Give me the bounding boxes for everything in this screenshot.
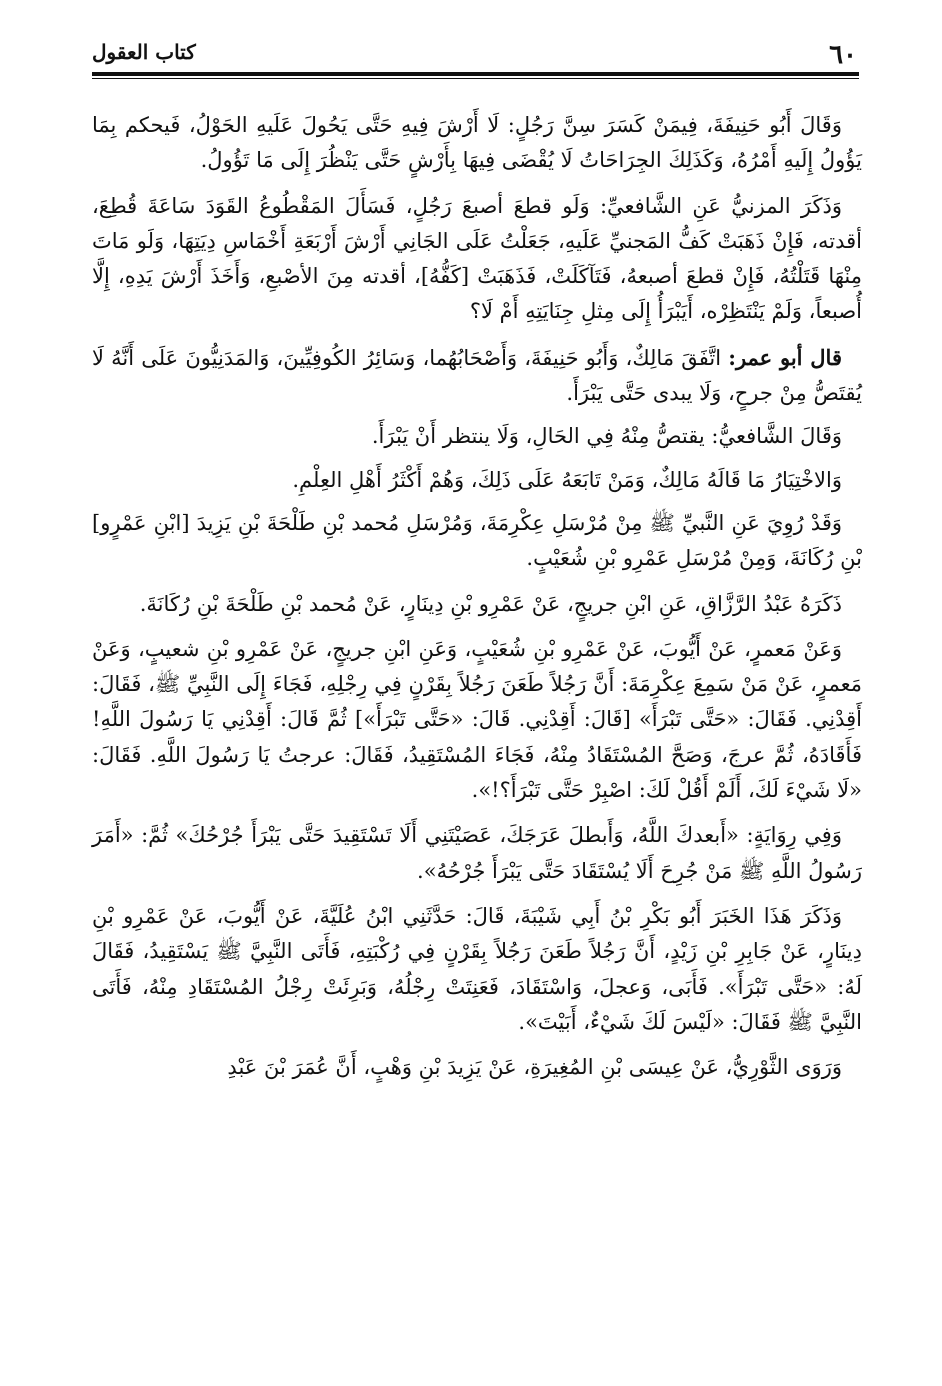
- header-rule: [92, 72, 859, 76]
- paragraph: وَقَدْ رُوِيَ عَنِ النَّبيِّ ﷺ مِنْ مُرْسَلِ عِكْرِمَةَ، وَمُرْسَلِ مُحمد بْنِ طَلْحَةَ بْنِ يَزِيدَ [ابْنِ عَمْرٍو] بْنِ رُكَانَةَ، وَمِنْ مُرْسَلِ عَمْرِو بْنِ شُعَيْبٍ.: [92, 510, 862, 571]
- paragraph: وَعَنْ مَعمرٍ، عَنْ أَيُّوبَ، عَنْ عَمْرِو بْنِ شُعَيْبٍ، وَعَنِ ابْنِ جريجٍ، عَنْ عَمْرِو بْنِ شعيبٍ، وَعَنْ مَعمرٍ، عَنْ مَنْ سَمِعَ عِكْرِمَةَ: أَنَّ رَجُلاً طَعَنَ رَجُلاً بِقَرْنٍ فِي رِجْلِهِ، فَجَاءَ إِلَى النَّبِيِّ ﷺ، فَقَالَ: أَقِدْنِي. فَقَالَ: «حَتَّى تَبْرَأَ» [قَالَ: أَقِدْنِي. قَالَ: «حَتَّى تَبْرَأَ»] ثُمَّ قَالَ: أَقِدْنِي يَا رَسُولَ اللَّهِ! فَأَقَادَهُ، ثُمَّ عرجَ، وَصَحَّ المُسْتَقَادُ مِنْهُ، فَجَاءَ المُسْتَقِيدُ، فَقَالَ: عرجتُ يَا رَسُولَ اللَّهِ. فَقَالَ: «لَا شَيْءَ لَكَ، أَلَمْ أَقُلْ لَكَ: اصْبِرْ حَتَّى تَبْرَأَ؟!».: [92, 636, 862, 803]
- page-header: [92, 38, 857, 70]
- paragraph: وَقَالَ الشَّافعيُّ: يقتصُّ مِنْهُ فِي الحَالِ، وَلَا ينتظر أَنْ يَبْرَأَ.: [371, 424, 842, 449]
- paragraph: وَرَوَى الثَّوْرِيُّ، عَنْ عِيسَى بْنِ المُغِيرَةِ، عَنْ يَزِيدَ بْنِ وَهْبٍ، أَنَّ عُمَرَ بْنَ عَبْدِ: [227, 1055, 842, 1080]
- paragraph: وَالاخْتِيَارُ مَا قَالَهُ مَالِكٌ، وَمَنْ تَابَعَهُ عَلَى ذَلِكَ، وَهُمْ أَكْثَرُ أَهْلِ العِلْمِ.: [292, 467, 842, 492]
- paragraph: [92, 340, 862, 412]
- paragraph: وَفِي رِوَايَةٍ: «أَبعدكَ اللَّهُ، وَأَبطلَ عَرَجَكَ، عَصَيْتَنِي أَلَا تَسْتَقِيدَ حَتَّى يَبْرَأَ جُرْحُكَ» ثُمَّ: «أَمَرَ رَسُولُ اللَّهِ ﷺ مَنْ جُرِحَ أَلَا يُسْتَقَادَ حَتَّى يَبْرَأَ جُرْحُهُ».: [92, 823, 862, 883]
- speaker-label: قال أبو عمر:: [728, 344, 842, 370]
- header-rule-thin: [92, 78, 859, 79]
- book-title: كتاب العقول: [92, 40, 196, 64]
- paragraph: وَقَالَ أَبُو حَنِيفَةَ، فِيمَنْ كَسَرَ سِنَّ رَجُلٍ: لَا أَرْشَ فِيهِ حَتَّى يَحُولَ عَلَيهِ الحَوْلُ، فَيحكم بِمَا يَؤُولُ إِلَيهِ أَمْرُهُ، وَكَذَلِكَ الجِرَاحَاتُ لَا يُقْضَى فِيهَا بِأَرْشٍ حَتَّى يَنْظُرَ إِلَى مَا تَؤُولُ.: [92, 113, 862, 173]
- paragraph-text: اتَّفَقَ مَالِكٌ، وَأَبُو حَنِيفَةَ، وَأَصْحَابُهُما، وَسَائِرُ الكُوفِيِّينَ، وَالمَدَنِيُّونَ عَلَى أَنَّهُ لَا يُقتَصُّ مِنْ جرحٍ، وَلَا يبدى حَتَّى يَبْرَأَ.: [92, 345, 862, 406]
- paragraph: ذَكَرَهُ عَبْدُ الرَّزَّاقِ، عَنِ ابْنِ جريجٍ، عَنْ عَمْرِو بْنِ دِينَارٍ، عَنْ مُحمد بْنِ طَلْحَةَ بْنِ رُكَانَةَ.: [139, 591, 842, 616]
- page-number: ٦٠: [829, 40, 857, 70]
- body-text: [92, 108, 862, 1095]
- paragraph: وَذَكَرَ هَذَا الخَبَرَ أَبُو بَكْرِ بْنُ أَبِي شَيْبَةَ، قَالَ: حَدَّثَنِي ابْنُ عُلَيَّةَ، عَنْ أَيُّوبَ، عَنْ عَمْرِو بْنِ دِينَارٍ، عَنْ جَابِرِ بْنِ زَيْدٍ، أَنَّ رَجُلاً طَعَنَ رَجُلاً بِقَرْنٍ فِي رُكْبَتِهِ، فَأَتَى النَّبِيَّ ﷺ يَسْتَقِيدُ، فَقَالَ لَهُ: «حَتَّى تَبْرَأَ». فَأَبَى، وَعجلَ، وَاسْتَقَادَ، فَعَنِتَتْ رِجْلُهُ، وَبَرِئَتْ رِجْلُ المُسْتَقَادِ مِنْهُ، فَأَتَى النَّبِيَّ ﷺ فَقَالَ: «لَيْسَ لَكَ شَيْءٌ، أَبَيْتَ».: [92, 903, 862, 1034]
- paragraph: وَذَكَرَ المزنيُّ عَنِ الشَّافعيِّ: وَلَو قطعَ أصبعَ رَجُلٍ، فَسَأَلَ المَقْطُوعُ القَوَدَ سَاعَةَ قُطِعَ، أقدته، فَإِنْ ذَهَبَتْ كَفُّ المَجنيِّ عَلَيهِ، جَعَلْتُ عَلَى الجَانِي أَرْشَ أَرْبَعَةِ أَخْمَاسِ دِيَتِهَا، وَلَو مَاتَ مِنْهَا قَتَلْتُهُ، فَإِنْ قطعَ أصبعهُ، فَتَآكَلَتْ، فَذَهَبَتْ [كَفُّهُ]، أقدته مِنَ الأصْبعِ، وَأَخَذَ أَرْشَ يَدِهِ، إِلَّا أُصبعاً، وَلَمْ يَنْتَظِرْه، أَيَبْرَأُ إِلَى مِثلِ جِنَايَتِهِ أَمْ لَا؟: [92, 193, 862, 324]
